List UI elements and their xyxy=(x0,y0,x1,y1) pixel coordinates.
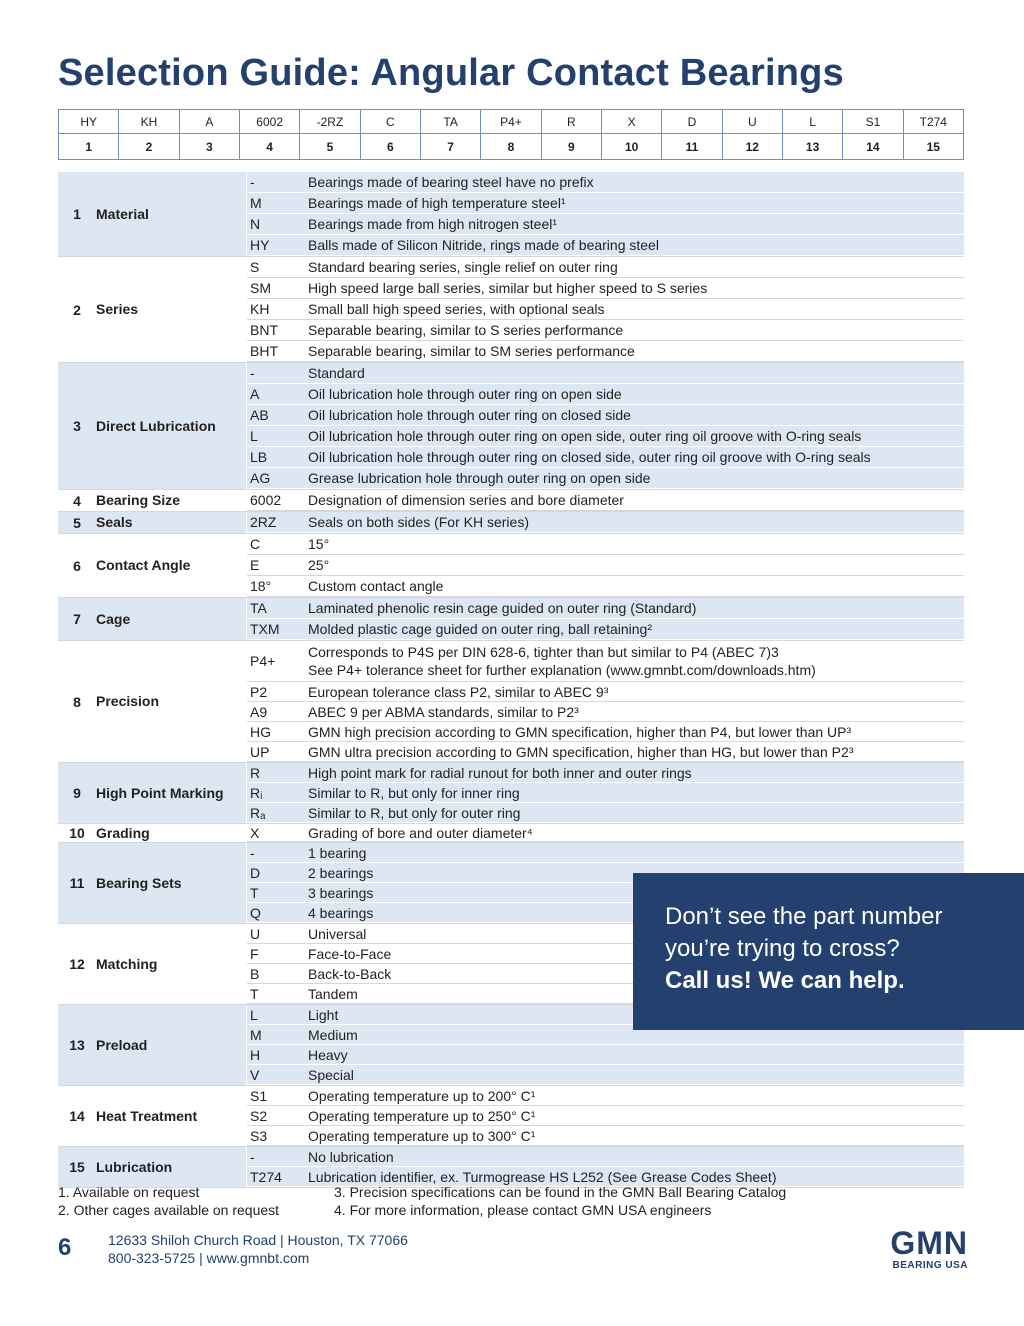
position-cell: 3 xyxy=(179,134,239,160)
description-line: Separable bearing, similar to S series performance xyxy=(308,322,624,338)
group-6 xyxy=(58,534,964,598)
group-number: 14 xyxy=(69,1108,85,1124)
option-row xyxy=(247,763,964,783)
logo-sub-text: BEARING USA xyxy=(892,1260,968,1271)
option-description xyxy=(308,194,964,212)
description-line: Corresponds to P4S per DIN 628-6, tighter than but similar to P4 (ABEC 7)3 xyxy=(308,644,779,660)
description-line: Oil lubrication hole through outer ring on open side xyxy=(308,386,622,402)
description-line: Operating temperature up to 300° C¹ xyxy=(308,1127,536,1144)
option-description xyxy=(308,448,964,466)
option-code: S xyxy=(250,259,260,275)
option-description xyxy=(308,469,964,487)
group-2 xyxy=(58,257,964,363)
description-line: No lubrication xyxy=(308,1148,394,1165)
option-code: TXM xyxy=(250,621,280,637)
option-code: F xyxy=(250,945,259,962)
contact-callout xyxy=(633,873,1024,1030)
description-line: Similar to R, but only for outer ring xyxy=(308,804,521,821)
option-code: B xyxy=(250,965,260,982)
group-name: Bearing Size xyxy=(96,492,181,508)
group-rows xyxy=(247,598,964,640)
description-line: Bearings made of high temperature steel¹ xyxy=(308,195,566,211)
description-line: Operating temperature up to 250° C¹ xyxy=(308,1107,536,1124)
option-code: SM xyxy=(250,280,271,296)
group-rows xyxy=(247,824,964,842)
option-description xyxy=(308,279,964,297)
option-code: S1 xyxy=(250,1087,268,1104)
group-name: Lubrication xyxy=(96,1147,246,1187)
option-row xyxy=(247,783,964,803)
group-name: Grading xyxy=(96,824,150,841)
footnotes-right xyxy=(334,1183,786,1219)
option-description xyxy=(308,577,964,595)
option-code: Rᵢ xyxy=(250,784,263,801)
code-cell: HY xyxy=(59,110,119,134)
option-row xyxy=(247,341,964,362)
option-row xyxy=(247,1065,964,1085)
option-code: BNT xyxy=(250,322,278,338)
option-description xyxy=(308,385,964,403)
part-number-code-table xyxy=(58,109,964,160)
option-description xyxy=(308,1107,964,1125)
page-number: 6 xyxy=(58,1234,72,1261)
description-line: Balls made of Silicon Nitride, rings made of bearing steel xyxy=(308,237,659,253)
footnote-4: 4. For more information, please contact GMN USA engineers xyxy=(334,1202,712,1218)
group-name: Series xyxy=(96,301,139,317)
description-line: Grading of bore and outer diameter⁴ xyxy=(308,824,533,841)
option-row xyxy=(247,598,964,619)
description-line: Bearings made of bearing steel have no prefix xyxy=(308,174,594,190)
description-line: Back-to-Back xyxy=(308,965,392,982)
option-row xyxy=(247,742,964,762)
group-name: Material xyxy=(96,172,246,256)
option-description xyxy=(308,321,964,339)
option-row xyxy=(247,299,964,320)
description-line: Designation of dimension series and bore diameter xyxy=(308,492,624,508)
option-row xyxy=(247,824,964,842)
logo-main-text: GMN xyxy=(890,1225,968,1261)
option-row xyxy=(247,320,964,341)
option-code: D xyxy=(250,864,261,881)
group-rows xyxy=(247,363,964,489)
group-9 xyxy=(58,763,964,824)
position-cell: 7 xyxy=(420,134,480,160)
option-description xyxy=(308,513,964,531)
group-rows xyxy=(247,1147,964,1187)
group-15 xyxy=(58,1147,964,1188)
group-name: Direct Lubrication xyxy=(96,363,246,489)
position-cell: 4 xyxy=(239,134,299,160)
group-number: 15 xyxy=(58,1147,96,1187)
option-code: L xyxy=(250,428,258,444)
group-number: 2 xyxy=(73,301,81,318)
option-code: P4+ xyxy=(250,653,276,669)
option-description xyxy=(308,683,964,701)
footer-contact: 800-323-5725 | www.gmnbt.com xyxy=(108,1250,310,1266)
option-row xyxy=(247,235,964,256)
group-8 xyxy=(58,641,964,763)
option-row xyxy=(247,576,964,597)
group-number: 6 xyxy=(73,557,81,574)
option-description xyxy=(308,173,964,191)
option-code: Q xyxy=(250,904,261,921)
description-line: Face-to-Face xyxy=(308,945,392,962)
description-line: Heavy xyxy=(308,1046,348,1063)
group-number: 10 xyxy=(69,825,85,841)
option-code: LB xyxy=(250,449,268,465)
description-line: Universal xyxy=(308,925,367,942)
footer-address: 12633 Shiloh Church Road | Houston, TX 77066 xyxy=(108,1232,408,1248)
description-line: Small ball high speed series, with optional seals xyxy=(308,301,605,317)
callout-line-3: Call us! We can help. xyxy=(665,967,905,994)
code-row xyxy=(59,110,964,134)
option-description xyxy=(308,1127,964,1145)
group-name: Contact Angle xyxy=(96,557,191,573)
option-row xyxy=(247,1106,964,1126)
footnote-1: 1. Available on request xyxy=(58,1184,200,1200)
group-name: Seals xyxy=(96,512,246,533)
group-number: 11 xyxy=(58,843,96,923)
code-cell: TA xyxy=(420,110,480,134)
code-cell: D xyxy=(662,110,722,134)
option-code: R xyxy=(250,764,261,781)
group-rows xyxy=(247,172,964,256)
option-row xyxy=(247,722,964,742)
option-description xyxy=(308,1046,964,1064)
description-line: Grease lubrication hole through outer ring on open side xyxy=(308,470,651,486)
position-cell: 1 xyxy=(59,134,119,160)
description-line: High point mark for radial runout for both inner and outer rings xyxy=(308,764,692,781)
option-code: M xyxy=(250,195,262,211)
option-row xyxy=(247,363,964,384)
code-cell: R xyxy=(541,110,601,134)
description-line: Special xyxy=(308,1066,354,1083)
option-description xyxy=(308,300,964,318)
option-row xyxy=(247,405,964,426)
page-title: Selection Guide: Angular Contact Bearings xyxy=(58,52,844,94)
group-14 xyxy=(58,1086,964,1147)
description-line: Oil lubrication hole through outer ring on open side, outer ring oil groove with O-ring seals xyxy=(308,428,862,444)
option-row xyxy=(247,257,964,278)
group-number: 4 xyxy=(73,492,81,509)
description-line: Operating temperature up to 200° C¹ xyxy=(308,1087,536,1104)
group-number: 8 xyxy=(73,693,81,710)
option-row xyxy=(247,1147,964,1167)
position-cell: 2 xyxy=(119,134,179,160)
position-cell: 6 xyxy=(360,134,420,160)
option-row xyxy=(247,384,964,405)
callout-line-1: Don’t see the part number xyxy=(665,903,943,930)
option-row xyxy=(247,193,964,214)
group-rows xyxy=(247,1086,964,1146)
description-line: Light xyxy=(308,1006,339,1023)
option-description xyxy=(308,364,964,382)
option-row xyxy=(247,843,964,863)
position-cell: 15 xyxy=(903,134,963,160)
description-line: 2 bearings xyxy=(308,864,374,881)
group-rows xyxy=(247,490,964,511)
position-row xyxy=(59,134,964,160)
option-code: C xyxy=(250,536,261,552)
option-description xyxy=(308,236,964,254)
description-line: Standard xyxy=(308,365,365,381)
option-code: 2RZ xyxy=(250,514,277,530)
option-code: UP xyxy=(250,743,270,760)
option-row xyxy=(247,426,964,447)
option-row xyxy=(247,1045,964,1065)
option-description xyxy=(308,784,964,802)
description-line: See P4+ tolerance sheet for further explanation (www.gmnbt.com/downloads.htm) xyxy=(308,662,816,678)
code-cell: T274 xyxy=(903,110,963,134)
group-number: 9 xyxy=(58,763,96,823)
option-code: E xyxy=(250,557,260,573)
option-description xyxy=(308,743,964,761)
option-row xyxy=(247,619,964,640)
option-description xyxy=(308,556,964,574)
option-description xyxy=(308,1148,964,1166)
option-code: AB xyxy=(250,407,269,423)
group-rows xyxy=(247,763,964,823)
position-cell: 10 xyxy=(601,134,661,160)
option-description xyxy=(308,258,964,276)
code-cell: S1 xyxy=(843,110,903,134)
code-cell: X xyxy=(601,110,661,134)
description-line: Similar to R, but only for inner ring xyxy=(308,784,520,801)
footnotes-left xyxy=(58,1183,279,1219)
description-line: European tolerance class P2, similar to ABEC 9³ xyxy=(308,683,609,700)
option-code: T xyxy=(250,985,259,1002)
description-line: 3 bearings xyxy=(308,884,374,901)
option-description xyxy=(308,491,964,509)
option-row xyxy=(247,682,964,702)
option-description xyxy=(308,764,964,782)
option-code: P2 xyxy=(250,683,268,700)
option-code: KH xyxy=(250,301,270,317)
code-cell: U xyxy=(722,110,782,134)
option-row xyxy=(247,214,964,235)
option-row xyxy=(247,468,964,489)
option-description xyxy=(308,703,964,721)
description-line: Bearings made from high nitrogen steel¹ xyxy=(308,216,558,232)
description-line: 25° xyxy=(308,557,330,573)
option-code: HY xyxy=(250,237,270,253)
description-line: 15° xyxy=(308,536,330,552)
option-row xyxy=(247,1086,964,1106)
group-number: 12 xyxy=(69,956,85,972)
group-rows xyxy=(247,512,964,533)
description-line: Custom contact angle xyxy=(308,578,444,594)
group-rows xyxy=(247,534,964,597)
option-row xyxy=(247,490,964,511)
selection-guide-table xyxy=(58,172,964,1188)
code-cell: P4+ xyxy=(481,110,541,134)
option-code: HG xyxy=(250,723,271,740)
position-cell: 8 xyxy=(481,134,541,160)
description-line: High speed large ball series, similar but higher speed to S series xyxy=(308,280,708,296)
code-cell: A xyxy=(179,110,239,134)
option-description xyxy=(308,599,964,617)
option-code: - xyxy=(250,365,255,381)
option-code: BHT xyxy=(250,343,278,359)
option-code: - xyxy=(250,1148,255,1165)
group-4 xyxy=(58,490,964,512)
option-code: T xyxy=(250,884,259,901)
position-cell: 11 xyxy=(662,134,722,160)
group-number: 5 xyxy=(58,512,96,533)
description-line: Lubrication identifier, ex. Turmogrease HS L252 (See Grease Codes Sheet) xyxy=(308,1168,777,1185)
position-cell: 5 xyxy=(300,134,360,160)
option-row xyxy=(247,1126,964,1146)
group-number: 3 xyxy=(58,363,96,489)
group-name: Bearing Sets xyxy=(96,843,246,923)
description-line: Separable bearing, similar to SM series performance xyxy=(308,343,635,359)
position-cell: 9 xyxy=(541,134,601,160)
group-rows xyxy=(247,641,964,762)
option-row xyxy=(247,803,964,823)
option-code: M xyxy=(250,1026,262,1043)
option-description xyxy=(308,824,964,842)
group-10 xyxy=(58,824,964,843)
option-description xyxy=(308,406,964,424)
footer-address-block xyxy=(108,1231,408,1267)
description-line: GMN ultra precision according to GMN specification, higher than HG, but lower than P2³ xyxy=(308,743,854,760)
code-cell: C xyxy=(360,110,420,134)
option-code: Rₐ xyxy=(250,804,266,821)
group-name: Cage xyxy=(96,598,246,640)
code-cell: 6002 xyxy=(239,110,299,134)
footnote-2: 2. Other cages available on request xyxy=(58,1202,280,1218)
description-line: ABEC 9 per ABMA standards, similar to P2³ xyxy=(308,703,579,720)
description-line: Seals on both sides (For KH series) xyxy=(308,514,529,530)
option-row xyxy=(247,641,964,682)
option-code: AG xyxy=(250,470,271,486)
group-5 xyxy=(58,512,964,534)
option-code: S3 xyxy=(250,1127,268,1144)
option-code: - xyxy=(250,844,255,861)
option-description xyxy=(308,342,964,360)
option-code: 6002 xyxy=(250,492,282,508)
group-7 xyxy=(58,598,964,641)
group-name: Preload xyxy=(96,1005,246,1085)
option-row xyxy=(247,702,964,722)
option-row xyxy=(247,555,964,576)
option-description xyxy=(308,844,964,862)
group-number: 1 xyxy=(58,172,96,256)
description-line: 1 bearing xyxy=(308,844,367,861)
option-description xyxy=(308,1087,964,1105)
position-cell: 13 xyxy=(782,134,842,160)
callout-line-2: you’re trying to cross? xyxy=(665,935,900,962)
option-description xyxy=(308,643,964,679)
option-code: S2 xyxy=(250,1107,268,1124)
option-code: U xyxy=(250,925,261,942)
position-cell: 14 xyxy=(843,134,903,160)
option-code: H xyxy=(250,1046,261,1063)
footnote-3: 3. Precision specifications can be found in the GMN Ball Bearing Catalog xyxy=(334,1184,787,1200)
description-line: Tandem xyxy=(308,985,358,1002)
gmn-logo xyxy=(878,1226,968,1271)
option-code: A9 xyxy=(250,703,268,720)
group-name: Matching xyxy=(96,955,158,972)
option-code: N xyxy=(250,216,261,232)
option-row xyxy=(247,172,964,193)
description-line: Oil lubrication hole through outer ring on closed side xyxy=(308,407,631,423)
group-3 xyxy=(58,363,964,490)
option-code: A xyxy=(250,386,260,402)
option-description xyxy=(308,427,964,445)
option-code: L xyxy=(250,1006,258,1023)
description-line: 4 bearings xyxy=(308,904,374,921)
description-line: Standard bearing series, single relief on outer ring xyxy=(308,259,618,275)
code-cell: L xyxy=(782,110,842,134)
group-name: Heat Treatment xyxy=(96,1107,198,1124)
code-cell: -2RZ xyxy=(300,110,360,134)
group-number: 7 xyxy=(58,598,96,640)
position-cell: 12 xyxy=(722,134,782,160)
option-description xyxy=(308,215,964,233)
option-row xyxy=(247,447,964,468)
group-rows xyxy=(247,257,964,362)
code-cell: KH xyxy=(119,110,179,134)
option-description xyxy=(308,535,964,553)
group-name: Precision xyxy=(96,693,160,709)
option-row xyxy=(247,512,964,533)
option-row xyxy=(247,278,964,299)
option-code: 18° xyxy=(250,578,272,594)
option-row xyxy=(247,534,964,555)
option-description xyxy=(308,804,964,822)
option-code: - xyxy=(250,174,255,190)
description-line: Oil lubrication hole through outer ring on closed side, outer ring oil groove with O-ring seals xyxy=(308,449,871,465)
option-description xyxy=(308,1066,964,1084)
option-code: X xyxy=(250,824,260,841)
group-number: 13 xyxy=(58,1005,96,1085)
option-code: V xyxy=(250,1066,260,1083)
option-description xyxy=(308,620,964,638)
description-line: Molded plastic cage guided on outer ring, ball retaining² xyxy=(308,621,652,637)
option-code: T274 xyxy=(250,1168,282,1185)
option-code: TA xyxy=(250,600,267,616)
description-line: Laminated phenolic resin cage guided on outer ring (Standard) xyxy=(308,600,697,616)
option-description xyxy=(308,723,964,741)
description-line: GMN high precision according to GMN specification, higher than P4, but lower than UP³ xyxy=(308,723,852,740)
description-line: Medium xyxy=(308,1026,358,1043)
group-name: High Point Marking xyxy=(96,763,246,823)
group-1 xyxy=(58,172,964,257)
